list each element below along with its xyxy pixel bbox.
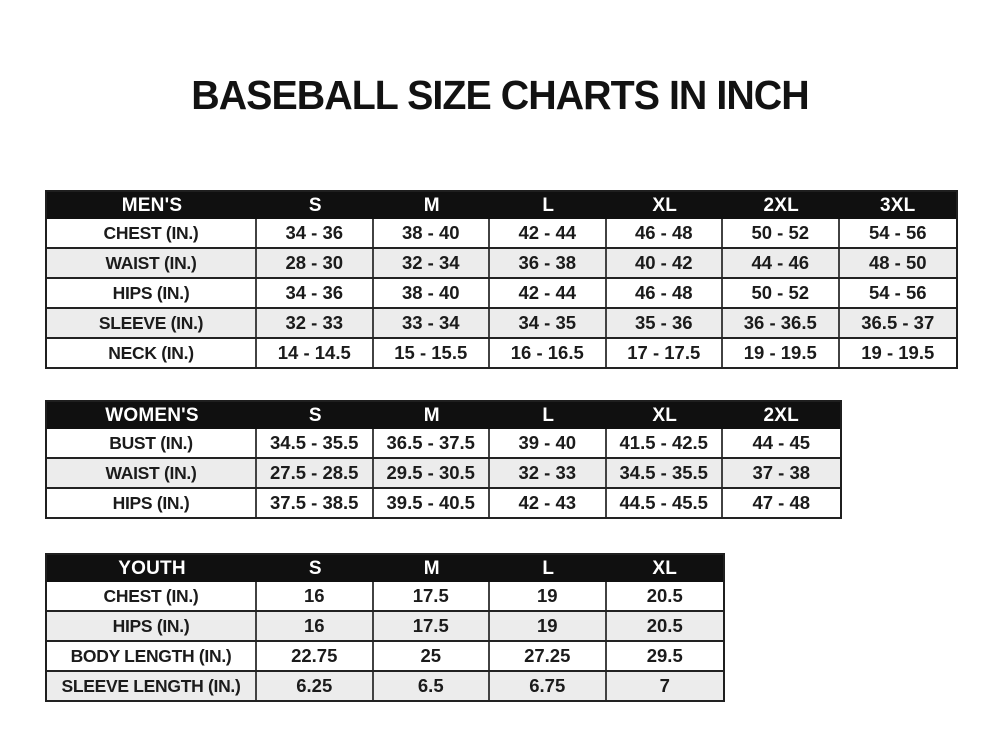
size-value-cell: 50 - 52 — [723, 219, 840, 247]
table-row — [47, 612, 723, 642]
table-row — [47, 339, 956, 369]
size-header-cell: S — [308, 194, 322, 216]
size-value-cell: 54 - 56 — [868, 222, 927, 243]
size-value-cell: 50 - 52 — [723, 279, 840, 307]
size-value-cell: 19 — [490, 612, 607, 640]
table-row — [47, 642, 723, 672]
row-label-cell: NECK (IN.) — [47, 339, 257, 367]
size-header-cell: S — [308, 404, 322, 426]
row-label-cell: BODY LENGTH (IN.) — [47, 642, 257, 670]
size-value-cell: 47 - 48 — [752, 492, 811, 513]
size-value-cell: 39 - 40 — [490, 429, 607, 457]
size-value-cell: 48 - 50 — [868, 252, 927, 273]
womens-size-table — [45, 400, 842, 519]
size-value-cell: 28 - 30 — [257, 249, 374, 277]
size-value-cell: 25 — [374, 642, 491, 670]
size-header-cell: M — [423, 557, 440, 579]
size-value-cell: 16 - 16.5 — [490, 339, 607, 367]
table-row — [47, 429, 840, 459]
row-label-cell: WAIST (IN.) — [47, 459, 257, 487]
size-value-cell: 34 - 36 — [257, 219, 374, 247]
size-header-cell: XL — [652, 404, 678, 426]
row-label-cell: CHEST (IN.) — [47, 582, 257, 610]
size-header-cell: 2XL — [763, 194, 799, 216]
size-header-cell: L — [542, 404, 555, 426]
size-value-cell: 19 — [490, 582, 607, 610]
size-value-cell: 32 - 34 — [374, 249, 491, 277]
table-row — [47, 279, 956, 309]
table-title-cell: YOUTH — [118, 557, 186, 579]
page-title: BASEBALL SIZE CHARTS IN INCH — [191, 72, 809, 118]
size-value-cell: 44 - 45 — [752, 432, 811, 453]
size-value-cell: 27.5 - 28.5 — [257, 459, 374, 487]
size-value-cell: 34 - 36 — [257, 279, 374, 307]
size-value-cell: 46 - 48 — [607, 219, 724, 247]
size-value-cell: 16 — [257, 582, 374, 610]
size-header-cell: 3XL — [880, 194, 916, 216]
size-value-cell: 34 - 35 — [490, 309, 607, 337]
size-value-cell: 32 - 33 — [490, 459, 607, 487]
table-row — [47, 489, 840, 519]
size-value-cell: 38 - 40 — [374, 219, 491, 247]
size-value-cell: 29.5 — [646, 645, 683, 666]
size-value-cell: 15 - 15.5 — [374, 339, 491, 367]
size-header-cell: 2XL — [763, 404, 799, 426]
table-row — [47, 582, 723, 612]
row-label-cell: CHEST (IN.) — [47, 219, 257, 247]
size-value-cell: 20.5 — [646, 615, 683, 636]
size-header-cell: L — [542, 194, 555, 216]
youth-size-table — [45, 553, 725, 702]
size-value-cell: 39.5 - 40.5 — [374, 489, 491, 517]
size-value-cell: 29.5 - 30.5 — [374, 459, 491, 487]
size-value-cell: 40 - 42 — [607, 249, 724, 277]
row-label-cell: HIPS (IN.) — [47, 279, 257, 307]
size-header-cell: M — [423, 404, 440, 426]
table-row — [47, 219, 956, 249]
size-value-cell: 33 - 34 — [374, 309, 491, 337]
size-value-cell: 19 - 19.5 — [861, 342, 935, 363]
row-label-cell: HIPS (IN.) — [47, 489, 257, 517]
table-row — [47, 249, 956, 279]
row-label-cell: SLEEVE LENGTH (IN.) — [47, 672, 257, 700]
size-header-cell: S — [308, 557, 322, 579]
row-label-cell: BUST (IN.) — [47, 429, 257, 457]
size-value-cell: 36.5 - 37.5 — [374, 429, 491, 457]
size-header-cell: M — [423, 194, 440, 216]
size-value-cell: 22.75 — [257, 642, 374, 670]
row-label-cell: WAIST (IN.) — [47, 249, 257, 277]
size-value-cell: 36 - 36.5 — [723, 309, 840, 337]
table-row — [47, 672, 723, 702]
size-value-cell: 32 - 33 — [257, 309, 374, 337]
size-value-cell: 19 - 19.5 — [723, 339, 840, 367]
size-value-cell: 17.5 — [374, 612, 491, 640]
table-title-cell: MEN'S — [121, 194, 183, 216]
size-value-cell: 6.75 — [490, 672, 607, 700]
size-value-cell: 7 — [659, 675, 670, 696]
size-value-cell: 36.5 - 37 — [861, 312, 935, 333]
size-header-cell: XL — [652, 557, 678, 579]
size-value-cell: 42 - 43 — [490, 489, 607, 517]
size-header-cell: L — [542, 557, 555, 579]
row-label-cell: SLEEVE (IN.) — [47, 309, 257, 337]
size-value-cell: 36 - 38 — [490, 249, 607, 277]
table-header-row — [47, 555, 723, 582]
size-value-cell: 35 - 36 — [607, 309, 724, 337]
size-value-cell: 44.5 - 45.5 — [607, 489, 724, 517]
table-row — [47, 459, 840, 489]
size-value-cell: 17 - 17.5 — [607, 339, 724, 367]
size-value-cell: 44 - 46 — [723, 249, 840, 277]
size-value-cell: 6.5 — [374, 672, 491, 700]
mens-size-table — [45, 190, 958, 369]
row-label-cell: HIPS (IN.) — [47, 612, 257, 640]
size-value-cell: 54 - 56 — [868, 282, 927, 303]
size-value-cell: 20.5 — [646, 585, 683, 606]
size-value-cell: 42 - 44 — [490, 279, 607, 307]
size-value-cell: 37.5 - 38.5 — [257, 489, 374, 517]
size-value-cell: 34.5 - 35.5 — [607, 459, 724, 487]
size-value-cell: 46 - 48 — [607, 279, 724, 307]
size-value-cell: 37 - 38 — [752, 462, 811, 483]
size-value-cell: 41.5 - 42.5 — [607, 429, 724, 457]
table-header-row — [47, 192, 956, 219]
size-value-cell: 17.5 — [374, 582, 491, 610]
size-header-cell: XL — [652, 194, 678, 216]
table-header-row — [47, 402, 840, 429]
size-value-cell: 34.5 - 35.5 — [257, 429, 374, 457]
table-row — [47, 309, 956, 339]
size-value-cell: 14 - 14.5 — [257, 339, 374, 367]
size-value-cell: 16 — [257, 612, 374, 640]
size-value-cell: 42 - 44 — [490, 219, 607, 247]
size-value-cell: 27.25 — [490, 642, 607, 670]
size-value-cell: 6.25 — [257, 672, 374, 700]
table-title-cell: WOMEN'S — [105, 404, 199, 426]
size-value-cell: 38 - 40 — [374, 279, 491, 307]
